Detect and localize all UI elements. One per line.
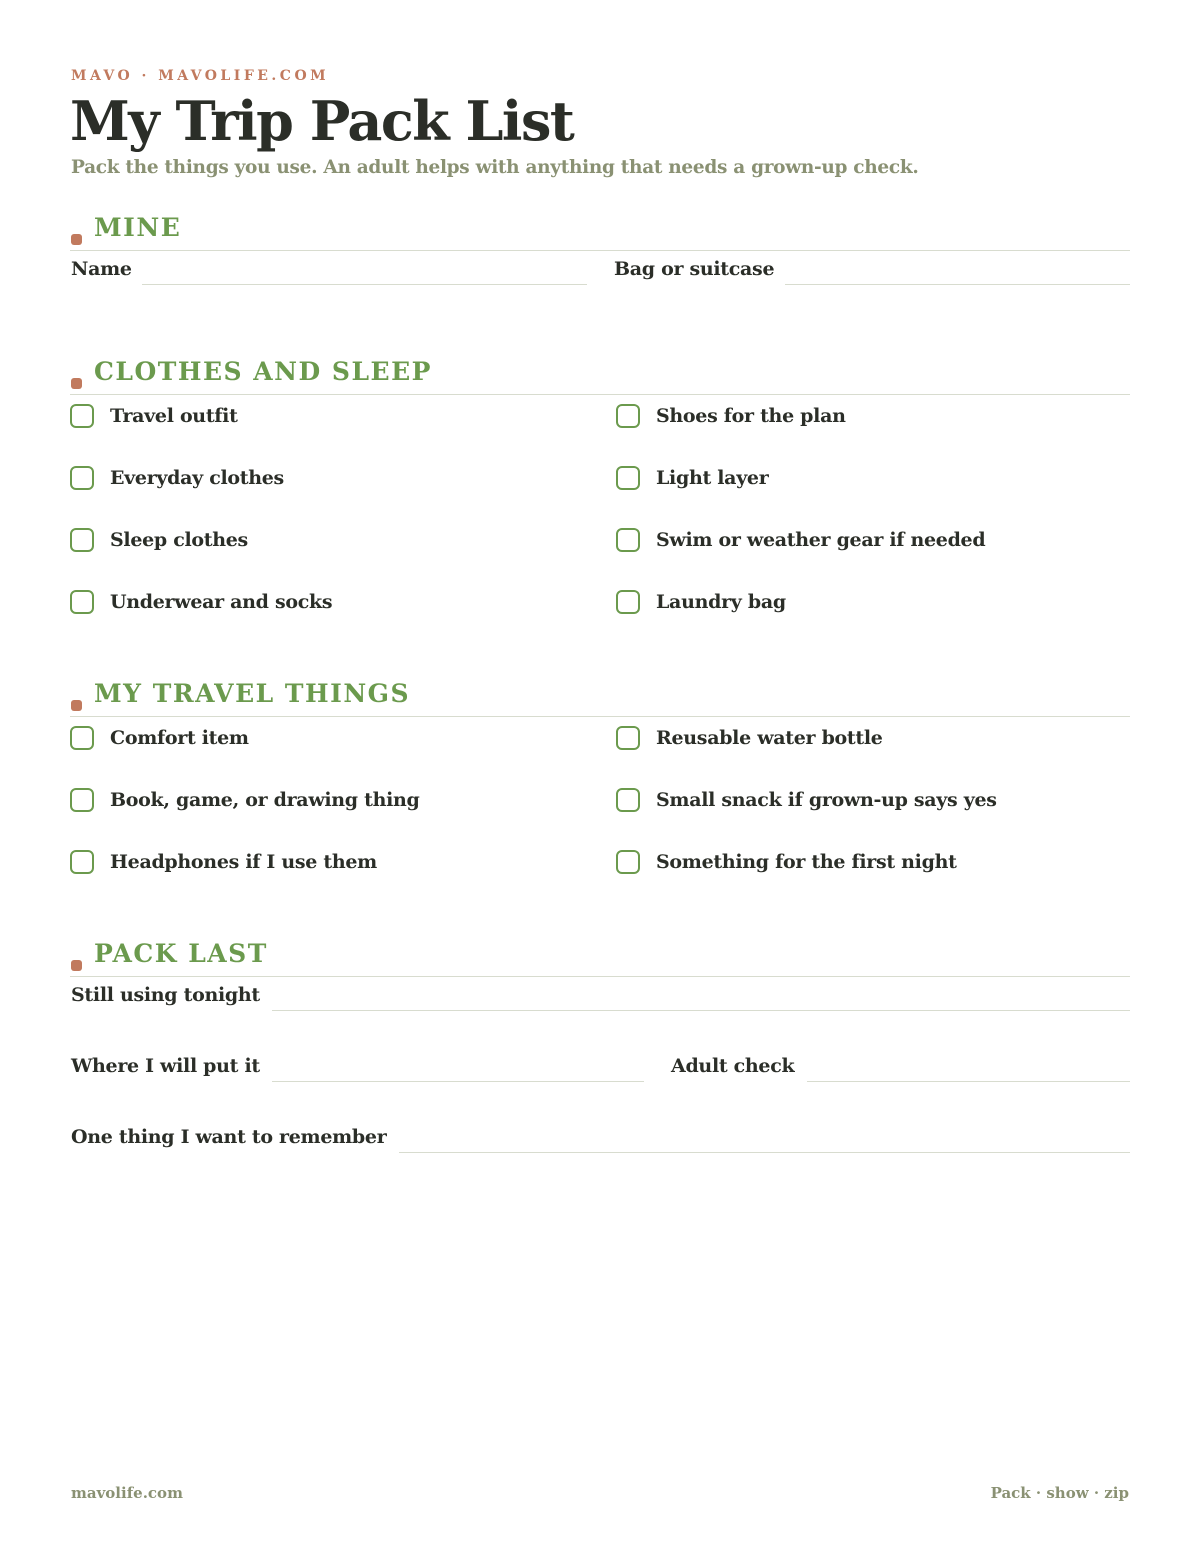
section-bullet-icon (71, 960, 82, 971)
field-label: Name (71, 258, 132, 280)
section-bullet-icon (71, 234, 82, 245)
section-title: MINE (94, 213, 182, 242)
footer-tagline: Pack · show · zip (990, 1484, 1129, 1502)
field-name[interactable] (71, 256, 587, 286)
page-subtitle: Pack the things you use. An adult helps with anything that needs a grown-up check. (71, 157, 919, 178)
field-label: Bag or suitcase (614, 258, 775, 280)
item-label: Everyday clothes (110, 467, 284, 489)
field-one-thing-to-remember[interactable] (71, 1124, 1130, 1154)
write-line[interactable] (142, 284, 587, 285)
item-label: Book, game, or drawing thing (110, 789, 420, 811)
section-travel-header (70, 678, 1130, 717)
item-label: Reusable water bottle (656, 727, 883, 749)
field-bag[interactable] (614, 256, 1130, 286)
field-label: Still using tonight (71, 984, 260, 1006)
page-title: My Trip Pack List (70, 89, 574, 153)
item-label: Comfort item (110, 727, 249, 749)
section-bullet-icon (71, 378, 82, 389)
field-label: Adult check (671, 1055, 795, 1077)
item-label: Headphones if I use them (110, 851, 377, 873)
write-line[interactable] (785, 284, 1130, 285)
item-label: Small snack if grown-up says yes (656, 789, 997, 811)
checkbox-icon[interactable] (70, 788, 94, 812)
field-still-using-tonight[interactable] (71, 982, 1130, 1012)
item-label: Underwear and socks (110, 591, 333, 613)
field-adult-check[interactable] (671, 1053, 1130, 1083)
checkbox-icon[interactable] (70, 404, 94, 428)
checkbox-icon[interactable] (70, 726, 94, 750)
section-clothes-header (70, 356, 1130, 395)
item-label: Light layer (656, 467, 769, 489)
checkbox-icon[interactable] (616, 590, 640, 614)
write-line[interactable] (807, 1081, 1130, 1082)
section-title: MY TRAVEL THINGS (94, 679, 411, 708)
write-line[interactable] (272, 1010, 1130, 1011)
field-label: One thing I want to remember (71, 1126, 387, 1148)
item-label: Sleep clothes (110, 529, 248, 551)
item-label: Travel outfit (110, 405, 238, 427)
section-pack-last-header (70, 938, 1130, 977)
section-mine-header (70, 212, 1130, 251)
field-where-i-will-put-it[interactable] (71, 1053, 644, 1083)
write-line[interactable] (399, 1152, 1130, 1153)
checkbox-icon[interactable] (70, 466, 94, 490)
item-label: Laundry bag (656, 591, 786, 613)
item-label: Swim or weather gear if needed (656, 529, 986, 551)
brand-line: MAVO · MAVOLIFE.COM (71, 68, 330, 84)
checkbox-icon[interactable] (616, 788, 640, 812)
field-label: Where I will put it (71, 1055, 260, 1077)
write-line[interactable] (272, 1081, 644, 1082)
section-title: CLOTHES AND SLEEP (94, 357, 432, 386)
item-label: Shoes for the plan (656, 405, 846, 427)
checkbox-icon[interactable] (616, 528, 640, 552)
checkbox-icon[interactable] (616, 404, 640, 428)
section-title: PACK LAST (94, 939, 268, 968)
checkbox-icon[interactable] (616, 850, 640, 874)
section-bullet-icon (71, 700, 82, 711)
checkbox-icon[interactable] (70, 850, 94, 874)
footer-site: mavolife.com (71, 1484, 183, 1502)
checkbox-icon[interactable] (616, 466, 640, 490)
item-label: Something for the first night (656, 851, 957, 873)
checkbox-icon[interactable] (70, 590, 94, 614)
checkbox-icon[interactable] (70, 528, 94, 552)
checkbox-icon[interactable] (616, 726, 640, 750)
